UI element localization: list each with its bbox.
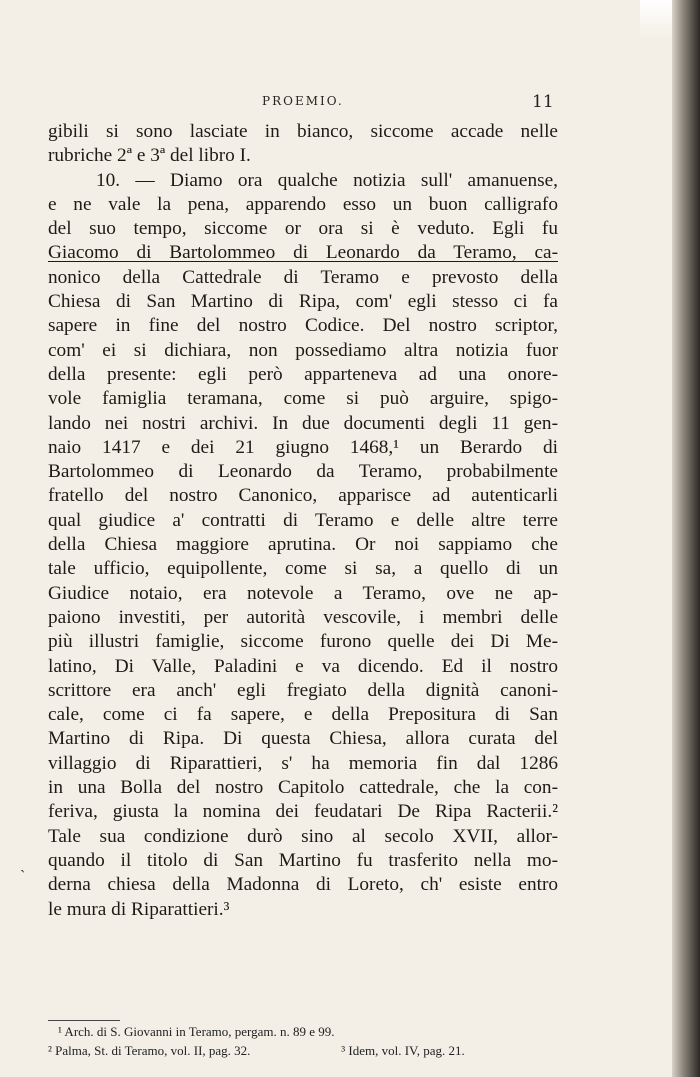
footnote-row	[48, 1041, 558, 1060]
section-10-first-line: 10. — Diamo ora qualche notizia sull' amanuense,	[96, 169, 558, 191]
text-line: feriva, giusta la nomina dei feudatari De Ripa Racterii.²	[48, 801, 558, 823]
text-line: rubriche 2ª e 3ª del libro I.	[48, 145, 251, 167]
footnote-3: ³ Idem, vol. IV, pag. 21.	[341, 1043, 465, 1058]
text-line: paiono investiti, per autorità vescovile, i membri delle	[48, 606, 558, 628]
text-line: qual giudice a' contratti di Teramo e delle altre terre	[48, 509, 558, 531]
text-line: scrittore era anch' egli fregiato della dignità canoni-	[48, 679, 558, 701]
text-line: Tale sua condizione durò sino al secolo XVII, allor-	[48, 825, 558, 847]
text-line: sapere in fine del nostro Codice. Del nostro scriptor,	[48, 315, 558, 337]
running-head-title: PROEMIO.	[262, 94, 344, 108]
margin-tick-mark: `	[20, 868, 26, 885]
text-line: nonico della Cattedrale di Teramo e prevosto della	[48, 266, 558, 288]
page-number: 11	[532, 92, 554, 112]
footnote-1: ¹ Arch. di S. Giovanni in Teramo, pergam. n. 89 e 99.	[58, 1024, 335, 1039]
text-line: derna chiesa della Madonna di Loreto, ch' esiste entro	[48, 874, 558, 896]
footnote-2: ² Palma, St. di Teramo, vol. II, pag. 32.	[48, 1043, 251, 1058]
text-line: del suo tempo, siccome or ora si è veduto. Egli fu	[48, 218, 558, 240]
footnotes	[48, 1022, 558, 1060]
footnote-rule	[48, 1020, 120, 1021]
text-line: com' ei si dichiara, non possediamo altra notizia fuor	[48, 339, 558, 361]
text-line: in una Bolla del nostro Capitolo cattedrale, che la con-	[48, 777, 558, 799]
text-line: tale ufficio, equipollente, come si sa, a quello di un	[48, 558, 558, 580]
text-line: quando il titolo di San Martino fu trasferito nella mo-	[48, 849, 558, 871]
text-line: vole famiglia teramana, come si può arguire, spigo-	[48, 388, 558, 410]
text-line: le mura di Riparattieri.³	[48, 898, 230, 920]
running-head	[0, 92, 680, 116]
body-text	[48, 120, 558, 922]
text-line: villaggio di Riparattieri, s' ha memoria fin dal 1286	[48, 752, 558, 774]
text-line: più illustri famiglie, siccome furono quelle dei Di Me-	[48, 631, 558, 653]
text-line: Giudice notaio, era notevole a Teramo, ove ne ap-	[48, 582, 558, 604]
text-line: Martino di Ripa. Di questa Chiesa, allora curata del	[48, 728, 558, 750]
text-line: e ne vale la pena, apparendo esso un buon calligrafo	[48, 193, 558, 215]
text-line: latino, Di Valle, Paladini e va dicendo. Ed il nostro	[48, 655, 558, 677]
text-line-underlined-name: Giacomo di Bartolommeo di Leonardo da Teramo, ca-	[48, 242, 558, 264]
text-line: gibili si sono lasciate in bianco, siccome accade nelle	[48, 121, 558, 142]
text-line: della Chiesa maggiore aprutina. Or noi sappiamo che	[48, 534, 558, 556]
text-line: Chiesa di San Martino di Ripa, com' egli stesso ci fa	[48, 291, 558, 313]
text-line: della presente: egli però apparteneva ad una onore-	[48, 363, 558, 385]
page-edge-shadow	[672, 0, 700, 1077]
text-line: cale, come ci fa sapere, e della Prepositura di San	[48, 704, 558, 726]
text-line: Bartolommeo di Leonardo da Teramo, probabilmente	[48, 461, 558, 483]
text-line: fratello del nostro Canonico, apparisce ad autenticarli	[48, 485, 558, 507]
text-line: lando nei nostri archivi. In due documenti degli 11 gen-	[48, 412, 558, 434]
text-line: naio 1417 e dei 21 giugno 1468,¹ un Berardo di	[48, 436, 558, 458]
